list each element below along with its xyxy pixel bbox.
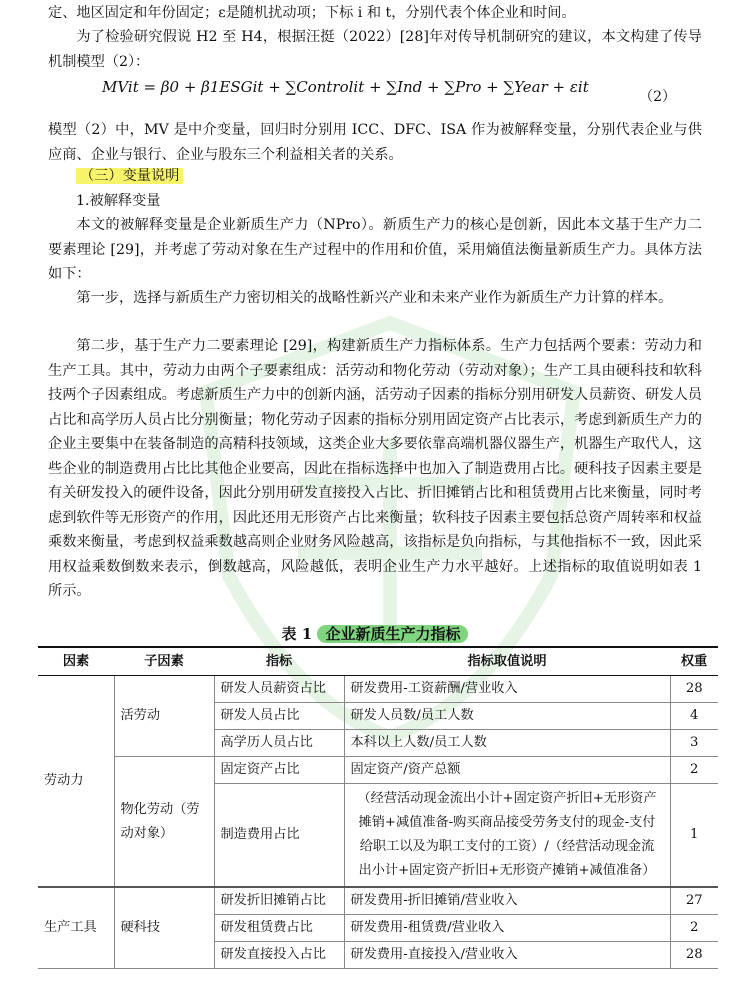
factor-cell-labor: 劳动力 [38, 676, 114, 888]
description-cell: 研发费用-工资薪酬/营业收入 [344, 676, 670, 703]
header-weight: 权重 [670, 647, 718, 676]
intro-paragraph: 为了检验研究假说 H2 至 H4，根据汪挺（2022）[28]年对传导机制研究的建议，本文构建了传导机制模型（2）： [48, 29, 702, 70]
description-cell: 研发费用-租赁费/营业收入 [344, 915, 670, 942]
paragraph-1: 本文的被解释变量是企业新质生产力（NPro）。新质生产力的核心是创新，因此本文基于生产力二要素理论 [29]，并考虑了劳动对象在生产过程中的作用和价值，采用熵值法衡量新质生产力。具体方法如下： [48, 217, 702, 282]
description-cell: 研发费用-直接投入/营业收入 [344, 942, 670, 969]
header-subfactor: 子因素 [114, 647, 214, 676]
subheading: 1.被解释变量 [76, 193, 161, 209]
indicator-cell: 固定资产占比 [214, 757, 344, 784]
table-caption-number: 表 1 [281, 625, 313, 643]
indicator-cell: 高学历人员占比 [214, 730, 344, 757]
model-paragraph: 模型（2）中，MV 是中介变量，回归时分别用 ICC、DFC、ISA 作为被解释变量，分别代表企业与供应商、企业与银行、企业与股东三个利益相关者的关系。 [48, 122, 702, 163]
table-row [38, 676, 718, 703]
subfactor-cell-live: 活劳动 [114, 676, 214, 757]
indicator-cell: 研发人员占比 [214, 703, 344, 730]
indicator-cell: 研发人员薪资占比 [214, 676, 344, 703]
weight-cell: 1 [670, 784, 718, 888]
weight-cell: 27 [670, 887, 718, 915]
description-cell: 本科以上人数/员工人数 [344, 730, 670, 757]
table-caption [48, 623, 702, 644]
weight-cell: 2 [670, 757, 718, 784]
description-cell: 研发费用-折旧摊销/营业收入 [344, 887, 670, 915]
equation-number: （2） [639, 89, 676, 105]
table-row [38, 757, 718, 784]
weight-cell: 2 [670, 915, 718, 942]
weight-cell: 28 [670, 942, 718, 969]
section-heading [76, 166, 183, 186]
section-heading-text: （三）变量说明 [76, 168, 183, 184]
subfactor-cell-materialized: 物化劳动（劳动对象） [114, 757, 214, 888]
top-line: 定、地区固定和年份固定；ε是随机扰动项；下标 i 和 t，分别代表个体企业和时间。 [48, 5, 576, 21]
subfactor-cell-hard: 硬科技 [114, 887, 214, 969]
header-description: 指标取值说明 [344, 647, 670, 676]
indicator-table [38, 646, 718, 969]
description-cell: 固定资产/资产总额 [344, 757, 670, 784]
table-caption-title: 企业新质生产力指标 [317, 625, 468, 643]
weight-cell: 4 [670, 703, 718, 730]
header-factor: 因素 [38, 647, 114, 676]
weight-cell: 28 [670, 676, 718, 703]
indicator-cell: 研发租赁费占比 [214, 915, 344, 942]
paragraph-3: 第二步，基于生产力二要素理论 [29]，构建新质生产力指标体系。生产力包括两个要素：劳动力和生产工具。其中，劳动力由两个子要素组成：活劳动和物化劳动（劳动对象）；生产工具由硬科技和软科技两个子因素组成。考虑新质生产力中的创新内涵，活劳动子因素的指标分别用研发人员薪资、研发人员占比和高学历人员占比分别衡量；物化劳动子因素的指标分别用固定资产占比表示，考虑到新质生产力的企业主要集中在装备制造的高精科技领域，这类企业大多要依靠高端机器仪器生产，机器生产取代人，这些企业的制造费用占比比其他企业要高，因此在指标选择中也加入了制造费用占比。硬科技子因素主要是有关研发投入的硬件设备，因此分别用研发直接投入占比、折旧摊销占比和租赁费用占比来衡量，同时考虑到软件等无形资产的作用，因此还用无形资产占比来衡量；软科技子因素主要包括总资产周转率和权益乘数来衡量，考虑到权益乘数越高则企业财务风险越高，该指标是负向指标，与其他指标不一致，因此采用权益乘数倒数来表示，倒数越高，风险越低，表明企业生产力水平越好。上述指标的取值说明如表 1 所示。 [48, 338, 702, 599]
description-cell: （经营活动现金流出小计+固定资产折旧+无形资产摊销+减值准备-购买商品接受劳务支付的现金-支付给职工以及为职工支付的工资）/（经营活动现金流出小计+固定资产折旧+无形资产摊销+减值准备） [344, 784, 670, 888]
table-header-row [38, 647, 718, 676]
indicator-cell: 研发直接投入占比 [214, 942, 344, 969]
paragraph-2: 第一步，选择与新质生产力密切相关的战略性新兴产业和未来产业作为新质生产力计算的样本。 [76, 290, 673, 306]
equation-text: MVit = β0 + β1ESGit + ∑Controlit + ∑Ind + ∑Pro + ∑Year + εit [102, 78, 589, 96]
weight-cell: 3 [670, 730, 718, 757]
table-row [38, 887, 718, 915]
indicator-cell: 制造费用占比 [214, 784, 344, 888]
factor-cell-tools: 生产工具 [38, 887, 114, 969]
indicator-cell: 研发折旧摊销占比 [214, 887, 344, 915]
header-indicator: 指标 [214, 647, 344, 676]
description-cell: 研发人员数/员工人数 [344, 703, 670, 730]
equation-2 [102, 78, 589, 96]
